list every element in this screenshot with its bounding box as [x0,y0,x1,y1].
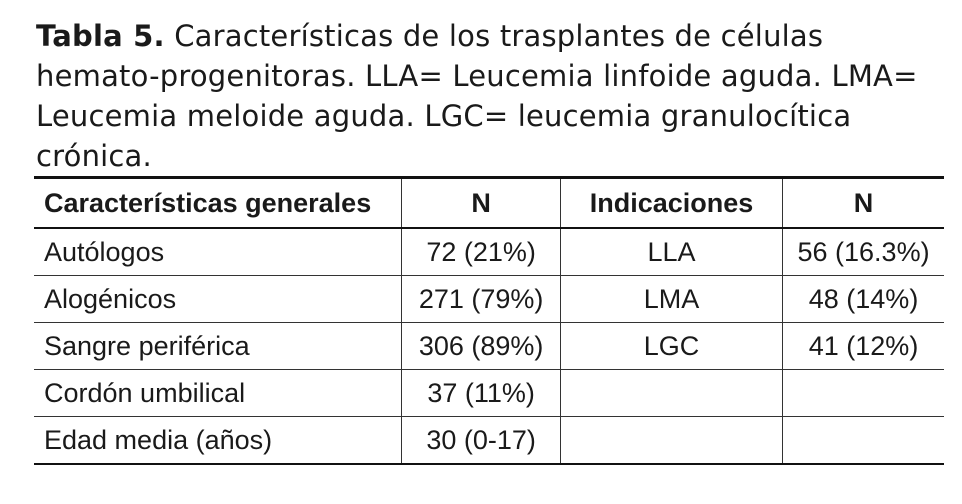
characteristics-table [34,176,944,465]
table-row [34,228,944,276]
cell-caracteristica: Alogénicos [34,276,402,323]
cell-caracteristica: Cordón umbilical [34,370,402,417]
cell-indicacion: LMA [560,276,782,323]
header-caracteristicas: Características generales [34,178,402,229]
table-row [34,276,944,323]
header-n-general: N [402,178,561,229]
cell-n-indicacion: 48 (14%) [783,276,944,323]
cell-n-general: 37 (11%) [402,370,561,417]
cell-caracteristica: Sangre periférica [34,323,402,370]
table-header-row [34,178,944,229]
cell-n-indicacion [783,370,944,417]
cell-n-general: 30 (0-17) [402,417,561,465]
header-n-indicaciones: N [783,178,944,229]
cell-n-general: 306 (89%) [402,323,561,370]
cell-caracteristica: Edad media (años) [34,417,402,465]
table-caption [36,16,946,176]
cell-n-indicacion [783,417,944,465]
cell-n-general: 72 (21%) [402,228,561,276]
header-indicaciones: Indicaciones [560,178,782,229]
table-row [34,370,944,417]
cell-indicacion: LGC [560,323,782,370]
cell-caracteristica: Autólogos [34,228,402,276]
caption-label: Tabla 5. [36,19,165,53]
cell-n-indicacion: 41 (12%) [783,323,944,370]
table-row [34,323,944,370]
table-row [34,417,944,465]
cell-n-general: 271 (79%) [402,276,561,323]
cell-indicacion: LLA [560,228,782,276]
cell-indicacion [560,370,782,417]
caption-text: Características de los trasplantes de células hemato-progenitoras. LLA= Leucemia linfoide aguda. LMA= Leucemia meloide aguda. LGC= leucemia granulocítica crónica. [36,19,918,173]
cell-indicacion [560,417,782,465]
cell-n-indicacion: 56 (16.3%) [783,228,944,276]
